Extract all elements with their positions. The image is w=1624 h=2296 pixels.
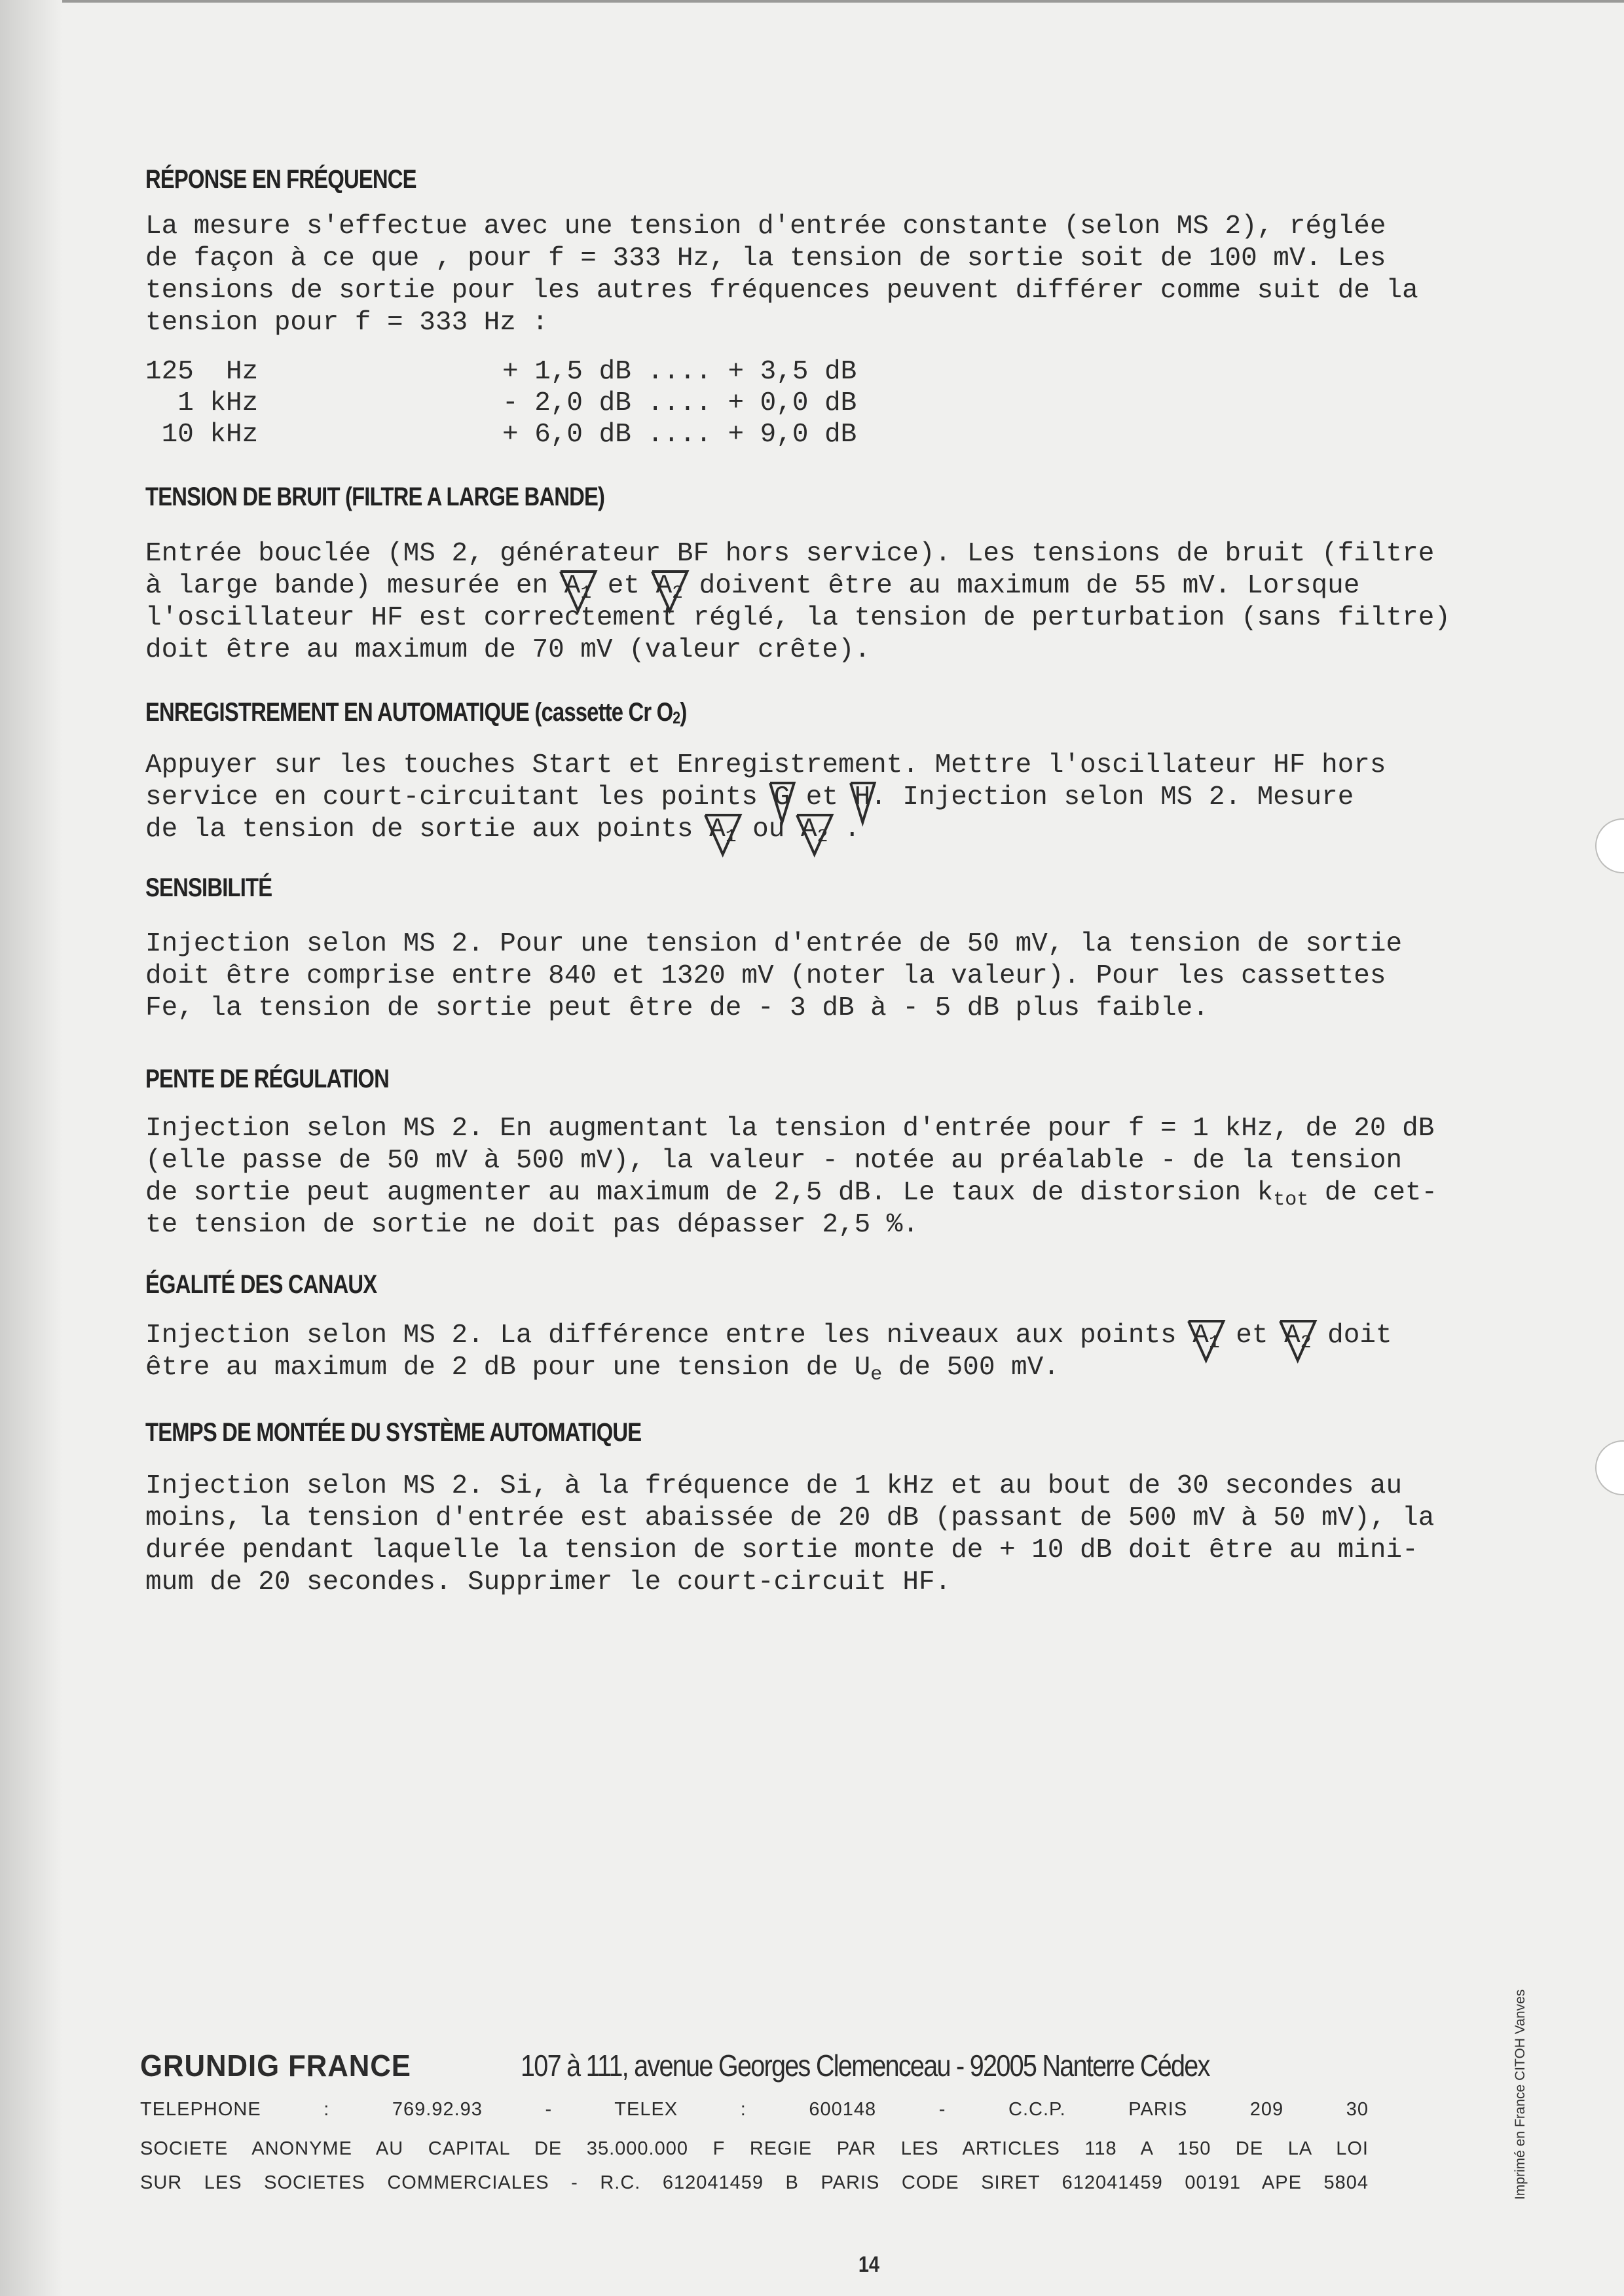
paragraph-line — [145, 993, 1209, 1025]
test-point-index: 1 — [580, 583, 592, 604]
text-run: de 500 mV. — [882, 1353, 1060, 1383]
contact-token: PARIS — [1128, 2099, 1188, 2120]
text-run: tensions de sortie pour les autres fréquences peuvent différer comme suit de la — [145, 276, 1418, 306]
text-run: et — [790, 782, 855, 812]
text-run: Injection selon MS 2. Si, à la fréquence de 1 kHz et au bout de 30 secondes au — [145, 1471, 1403, 1501]
footer-company: GRUNDIG FRANCE — [140, 2049, 411, 2083]
triangle-icon — [797, 815, 832, 854]
text-run: de façon à ce que , pour f = 333 Hz, la tension de sortie soit de 100 mV. Les — [145, 244, 1386, 274]
text-run: et — [1219, 1321, 1285, 1351]
footer-legal-1: SOCIETE ANONYME AU CAPITAL DE 35.000.000 F REGIE PAR LES ARTICLES 118 A 150 DE LA LOI — [140, 2138, 1369, 2159]
test-point-label: A — [564, 571, 581, 601]
test-point-index: 1 — [1208, 1333, 1220, 1353]
paragraph-line — [145, 782, 1354, 814]
paragraph-line — [145, 307, 548, 339]
test-point-marker — [1284, 1320, 1311, 1359]
paragraph-line — [145, 1503, 1434, 1535]
subscript: e — [870, 1364, 883, 1386]
text-run: Injection selon MS 2. Pour une tension d'entrée de 50 mV, la tension de sortie — [145, 929, 1403, 959]
paragraph-line — [145, 634, 870, 666]
test-point-index: 2 — [672, 583, 683, 604]
test-point-label: A — [1284, 1321, 1301, 1351]
paragraph-line — [145, 814, 860, 853]
paragraph-line — [145, 1209, 919, 1241]
text-run: de cet- — [1308, 1178, 1438, 1208]
text-run: Appuyer sur les touches Start et Enregistrement. Mettre l'oscillateur HF hors — [145, 750, 1386, 780]
text-run: TEMPS DE MONTÉE DU SYSTÈME AUTOMATIQUE — [145, 1418, 642, 1447]
contact-token: 769.92.93 — [392, 2099, 483, 2120]
paragraph-line — [145, 1145, 1402, 1177]
text-run: Injection selon MS 2. La différence entre les niveaux aux points — [145, 1321, 1193, 1351]
text-run: Fe, la tension de sortie peut être de - 3 dB à - 5 dB plus faible. — [145, 993, 1209, 1023]
text-run: ) — [680, 698, 687, 727]
text-run: doit être au maximum de 70 mV (valeur crête). — [145, 635, 871, 665]
paragraph-line — [145, 960, 1386, 993]
text-run: de sortie peut augmenter au maximum de 2,5 dB. Le taux de distorsion k — [145, 1178, 1274, 1208]
printer-note: Imprimé en France CITOH Vanves — [1513, 1989, 1528, 2200]
binder-hole — [1595, 818, 1624, 873]
text-run: doit être comprise entre 840 et 1320 mV (noter la valeur). Pour les cassettes — [145, 961, 1386, 991]
scan-edge — [0, 0, 62, 2296]
text-run: TENSION DE BRUIT (FILTRE A LARGE BANDE) — [145, 483, 605, 511]
test-point-marker — [709, 814, 736, 853]
tolerance-cell: + 1,5 dB .... + 3,5 dB — [502, 357, 857, 387]
section-heading — [145, 873, 272, 903]
test-point-label: A — [655, 571, 673, 601]
paragraph-line — [145, 928, 1402, 960]
paragraph-line — [145, 602, 1450, 634]
frequency-cell: 10 kHz — [145, 420, 259, 450]
page-top-edge — [62, 0, 1624, 3]
text-run: mum de 20 secondes. Supprimer le court-circuit HF. — [145, 1567, 951, 1597]
paragraph-line — [145, 275, 1418, 307]
paragraph-line — [145, 1352, 1060, 1391]
contact-token: - — [938, 2099, 946, 2120]
page-number: 14 — [858, 2252, 879, 2277]
section-heading — [145, 1270, 377, 1300]
tolerance-cell: - 2,0 dB .... + 0,0 dB — [502, 388, 857, 418]
text-run: RÉPONSE EN FRÉQUENCE — [145, 165, 416, 194]
test-point-marker — [855, 782, 871, 814]
contact-token: : — [740, 2099, 747, 2120]
section-heading — [145, 483, 604, 512]
binder-hole — [1595, 1440, 1624, 1495]
text-run: te tension de sortie ne doit pas dépasser 2,5 %. — [145, 1210, 919, 1240]
text-run: La mesure s'effectue avec une tension d'entrée constante (selon MS 2), réglée — [145, 211, 1386, 242]
paragraph-line — [145, 1113, 1434, 1145]
text-run: doivent être au maximum de 55 mV. Lorsque — [682, 571, 1360, 601]
paragraph-line — [145, 1470, 1402, 1503]
text-run: à large bande) mesurée en — [145, 571, 564, 601]
paragraph-line — [145, 211, 1386, 243]
section-heading — [145, 1065, 389, 1094]
test-point-label: A — [800, 814, 817, 845]
text-run: SENSIBILITÉ — [145, 873, 272, 902]
test-point-marker — [801, 814, 828, 853]
text-run: ENREGISTREMENT EN AUTOMATIQUE (cassette Cr O — [145, 698, 673, 727]
footer-contact — [140, 2099, 1369, 2121]
frequency-cell: 125 Hz — [145, 357, 259, 387]
subscript: 2 — [673, 708, 680, 727]
section-heading — [145, 698, 686, 728]
test-point-index: 2 — [1300, 1333, 1312, 1353]
section-heading — [145, 165, 416, 194]
footer-address: 107 à 111, avenue Georges Clemenceau - 92005 Nanterre Cédex — [521, 2049, 1209, 2083]
text-run: PENTE DE RÉGULATION — [145, 1065, 389, 1093]
text-run: ou — [736, 814, 801, 845]
frequency-cell: 1 kHz — [145, 388, 259, 418]
contact-token: TELEPHONE — [140, 2099, 261, 2120]
text-run: être au maximum de 2 dB pour une tension de U — [145, 1353, 871, 1383]
test-point-marker — [774, 782, 790, 814]
test-point-label: A — [709, 814, 726, 845]
contact-token: - — [545, 2099, 553, 2120]
text-run: tension pour f = 333 Hz : — [145, 308, 549, 338]
contact-token: : — [323, 2099, 330, 2120]
section-heading — [145, 1418, 641, 1448]
contact-token: 209 30 — [1249, 2099, 1369, 2120]
paragraph-line — [145, 538, 1434, 570]
text-run: doit — [1311, 1321, 1392, 1351]
triangle-icon — [1189, 1321, 1223, 1360]
text-run: durée pendant laquelle la tension de sortie monte de + 10 dB doit être au mini- — [145, 1535, 1418, 1565]
text-run: l'oscillateur HF est correctement réglé, la tension de perturbation (sans filtre) — [145, 603, 1450, 633]
contact-token: 600148 — [809, 2099, 877, 2120]
text-run: . — [828, 814, 860, 845]
test-point-marker — [1192, 1320, 1219, 1359]
triangle-icon — [1280, 1321, 1315, 1360]
footer-legal-2: SUR LES SOCIETES COMMERCIALES - R.C. 612041459 B PARIS CODE SIRET 612041459 00191 APE 5804 — [140, 2172, 1369, 2193]
test-point-index: 2 — [817, 827, 828, 847]
paragraph-line — [145, 243, 1386, 275]
test-point-label: G — [773, 782, 790, 812]
text-run: . Injection selon MS 2. Mesure — [870, 782, 1354, 812]
test-point-label: H — [854, 782, 871, 812]
tolerance-cell: + 6,0 dB .... + 9,0 dB — [502, 420, 857, 450]
contact-token: TELEX — [614, 2099, 678, 2120]
paragraph-line — [145, 1567, 951, 1599]
text-run: de la tension de sortie aux points — [145, 814, 710, 845]
paragraph-line — [145, 1535, 1418, 1567]
subscript: tot — [1273, 1189, 1309, 1211]
test-point-label: A — [1192, 1321, 1209, 1351]
text-run: et — [591, 571, 656, 601]
text-run: moins, la tension d'entrée est abaissée de 20 dB (passant de 500 mV à 50 mV), la — [145, 1503, 1435, 1533]
contact-token: C.C.P. — [1008, 2099, 1066, 2120]
text-run: service en court-circuitant les points — [145, 782, 774, 812]
text-run: Injection selon MS 2. En augmentant la tension d'entrée pour f = 1 kHz, de 20 dB — [145, 1114, 1435, 1144]
test-point-index: 1 — [725, 827, 737, 847]
triangle-icon — [705, 815, 740, 854]
text-run: Entrée bouclée (MS 2, générateur BF hors service). Les tensions de bruit (filtre — [145, 539, 1435, 569]
text-run: (elle passe de 50 mV à 500 mV), la valeur - notée au préalable - de la tension — [145, 1146, 1403, 1176]
paragraph-line — [145, 750, 1386, 782]
text-run: ÉGALITÉ DES CANAUX — [145, 1270, 377, 1299]
